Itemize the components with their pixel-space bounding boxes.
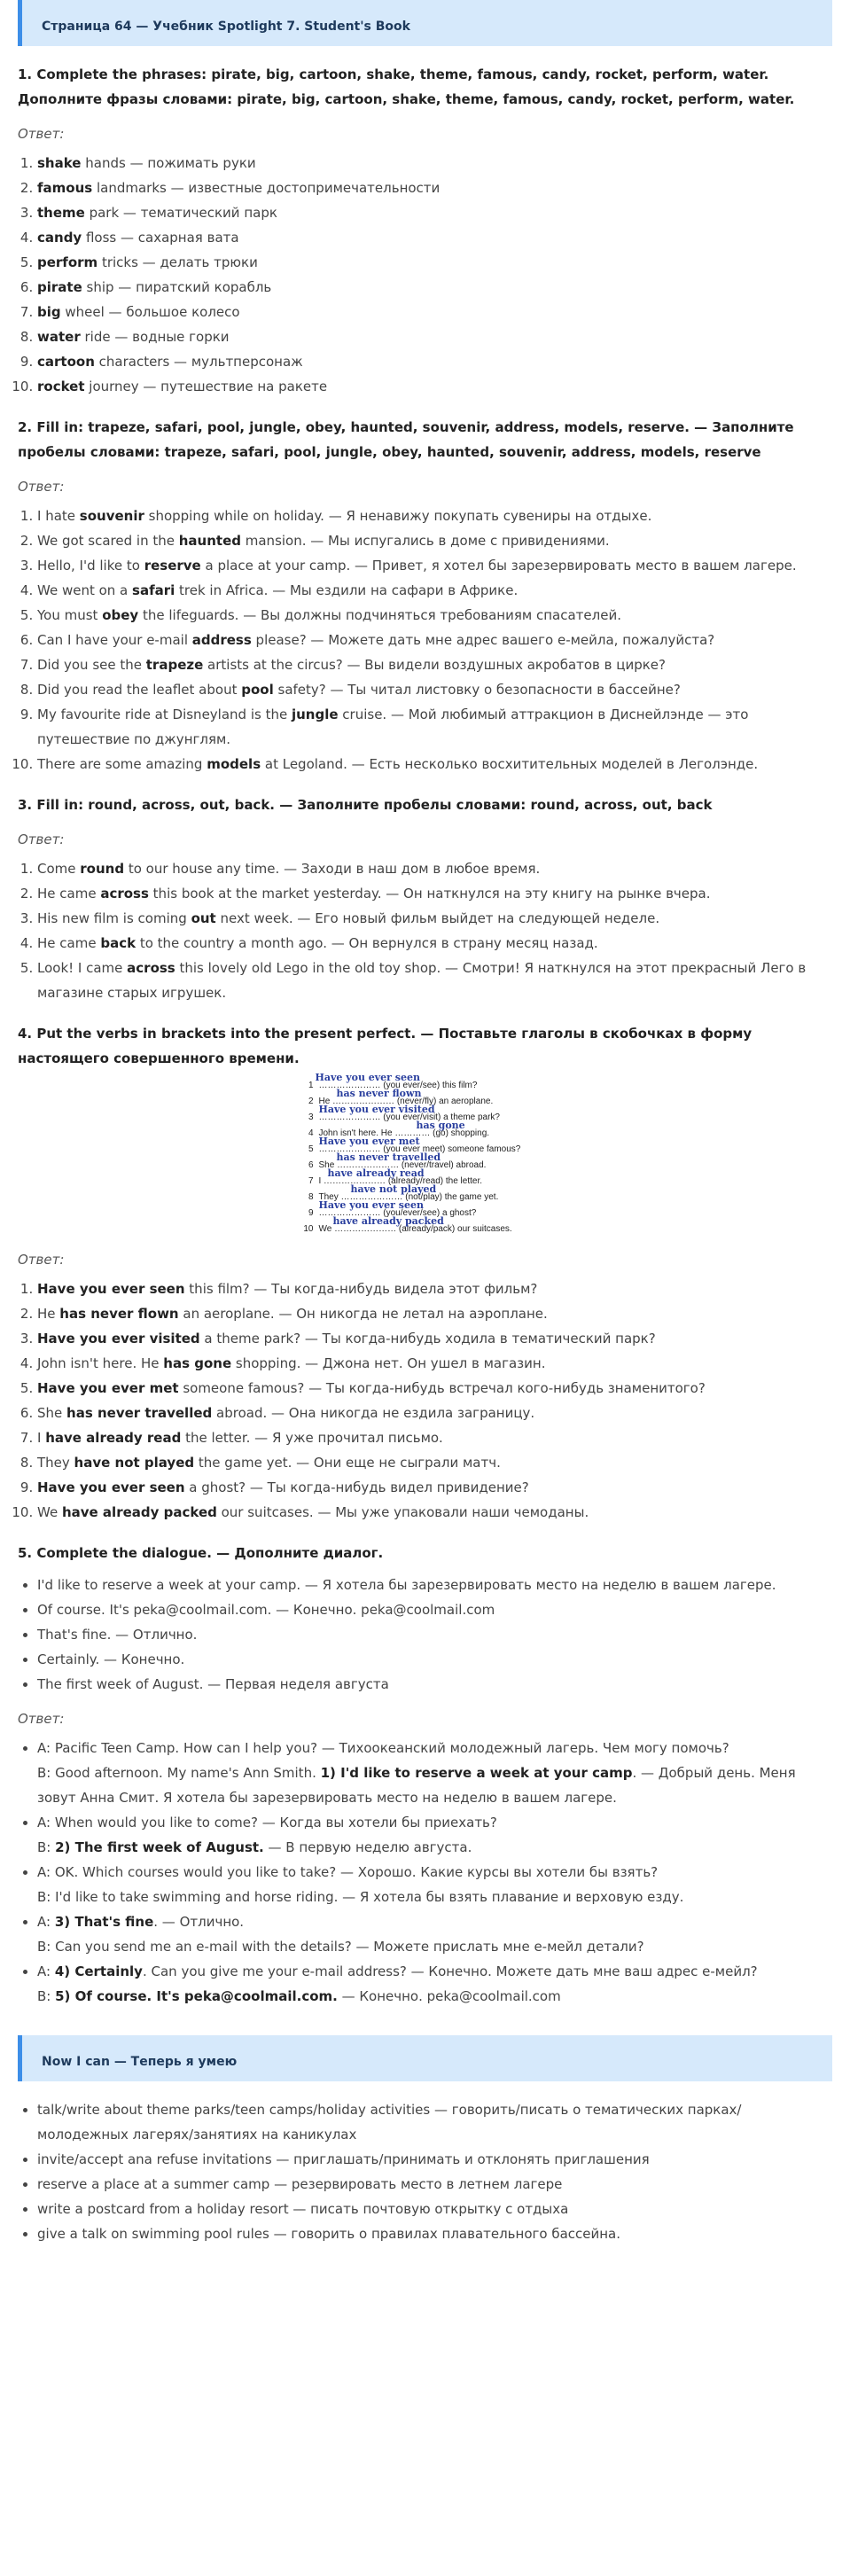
row-number: 2 bbox=[308, 1097, 314, 1106]
task-2-title: 2. Fill in: trapeze, safari, pool, jungle, obey, haunted, souvenir, address, models, reserve. — Заполните пробелы словами: trapeze, safari, pool, jungle, obey, haunted, souvenir, address, models, reserve bbox=[18, 419, 794, 460]
item-text: next week. — Его новый фильм выйдет на следующей неделе. bbox=[215, 910, 660, 926]
list-item bbox=[37, 151, 832, 176]
answer-word: 3) That's fine bbox=[54, 1914, 154, 1930]
answer-word: 4) Certainly bbox=[54, 1963, 143, 1979]
handwritten-answer: have already packed bbox=[332, 1215, 444, 1227]
answer-label: Ответ: bbox=[18, 479, 65, 495]
list-item: • invite/accept ana refuse invitations — приглашать/принимать и отклонять приглашения bbox=[37, 2147, 832, 2172]
answer-word: reserve bbox=[144, 558, 201, 574]
item-text: He came bbox=[37, 886, 101, 902]
answer-word: water bbox=[37, 329, 81, 345]
item-text: John isn't here. He bbox=[37, 1355, 164, 1371]
item-text: Hello, I'd like to bbox=[37, 558, 144, 574]
item-text: the game yet. — Они еще не сыграли матч. bbox=[194, 1455, 501, 1471]
list-item bbox=[37, 1276, 832, 1301]
page-title: Страница 64 — Учебник Spotlight 7. Student's Book bbox=[42, 20, 410, 34]
answer-word: have already packed bbox=[61, 1504, 217, 1520]
task-5-options bbox=[18, 1573, 832, 1697]
list-item bbox=[37, 300, 832, 324]
row-text: John isn't here. He ………… (go) shopping. bbox=[318, 1128, 490, 1138]
dialogue-line bbox=[37, 1909, 832, 1934]
item-text: journey — путешествие на ракете bbox=[84, 379, 328, 394]
item-text: abroad. — Она никогда не ездила заграницу. bbox=[212, 1405, 535, 1421]
item-text: an aeroplane. — Он никогда не летал на аэроплане. bbox=[178, 1306, 548, 1322]
item-text: a ghost? — Ты когда-нибудь видел привидение? bbox=[184, 1479, 529, 1495]
item-text: wheel — большое колесо bbox=[60, 304, 240, 320]
answer-word: candy bbox=[37, 230, 82, 246]
item-text: someone famous? — Ты когда-нибудь встречал кого-нибудь знаменитого? bbox=[178, 1380, 706, 1396]
row-number: 1 bbox=[308, 1081, 314, 1090]
list-item bbox=[37, 1425, 832, 1450]
line-text: B: Good afternoon. My name's Ann Smith. bbox=[37, 1765, 321, 1781]
list-item bbox=[37, 1326, 832, 1351]
answer-label: Ответ: bbox=[18, 831, 65, 847]
task-4-title: 4. Put the verbs in brackets into the present perfect. — Поставьте глаголы в скобочках в форму настоящего совершенного времени. bbox=[18, 1026, 753, 1066]
list-item bbox=[37, 275, 832, 300]
row-number: 5 bbox=[308, 1144, 314, 1154]
list-item bbox=[37, 349, 832, 374]
line-text: . Can you give me your e-mail address? — Конечно. Можете дать мне ваш адрес е-мейл? bbox=[142, 1963, 758, 1979]
exercise-row bbox=[301, 1215, 550, 1237]
list-item bbox=[37, 603, 832, 628]
item-text: the letter. — Я уже прочитал письмо. bbox=[181, 1430, 443, 1446]
task-5-dialogue bbox=[18, 1736, 832, 2009]
section-title: Now I can — Теперь я умею bbox=[42, 2055, 238, 2069]
list-item bbox=[37, 1475, 832, 1500]
item-text: hands — пожимать руки bbox=[81, 155, 256, 171]
list-item bbox=[37, 225, 832, 250]
answer-word: souvenir bbox=[79, 508, 144, 524]
list-item bbox=[37, 553, 832, 578]
list-item: • give a talk on swimming pool rules — говорить о правилах плавательного бассейна. bbox=[37, 2221, 832, 2246]
dialogue-exchange bbox=[37, 1959, 832, 2009]
item-text: Did you read the leaflet about bbox=[37, 682, 242, 698]
list-item bbox=[37, 503, 832, 528]
line-text: B: I'd like to take swimming and horse riding. — Я хотела бы взять плавание и верховую езду. bbox=[37, 1889, 684, 1905]
answer-word: haunted bbox=[178, 533, 241, 549]
list-item bbox=[37, 578, 832, 603]
list-item: • The first week of August. — Первая неделя августа bbox=[37, 1672, 832, 1697]
answer-word: Have you ever visited bbox=[37, 1331, 200, 1347]
item-text: ride — водные горки bbox=[80, 329, 230, 345]
answer-word: trapeze bbox=[145, 657, 204, 673]
item-text: our suitcases. — Мы уже упаковали наши чемоданы. bbox=[216, 1504, 589, 1520]
row-number: 6 bbox=[308, 1160, 314, 1170]
item-text: cruise. — Мой любимый аттракцион в Диснейлэнде — это путешествие по джунглям. bbox=[37, 706, 749, 747]
item-text: a place at your camp. — Привет, я хотел бы зарезервировать место в вашем лагере. bbox=[200, 558, 797, 574]
row-number: 4 bbox=[308, 1128, 314, 1138]
dialogue-line bbox=[37, 1810, 832, 1835]
now-i-can-header bbox=[18, 2035, 832, 2081]
task-5-title: 5. Complete the dialogue. — Дополните диалог. bbox=[18, 1545, 384, 1561]
answer-word: have already read bbox=[45, 1430, 182, 1446]
row-number: 9 bbox=[308, 1208, 314, 1218]
dialogue-line bbox=[37, 1736, 832, 1760]
answer-word: across bbox=[127, 960, 175, 976]
dialogue-exchange bbox=[37, 1860, 832, 1909]
item-text: ship — пиратский корабль bbox=[82, 279, 272, 295]
item-text: There are some amazing bbox=[37, 756, 207, 772]
answer-word: 1) I'd like to reserve a week at your camp bbox=[320, 1765, 633, 1781]
dialogue-line bbox=[37, 1984, 832, 2009]
row-text: They ………………… (not/play) the game yet. bbox=[318, 1192, 499, 1202]
answer-word: obey bbox=[102, 607, 139, 623]
item-text: the lifeguards. — Вы должны подчиняться требованиям спасателей. bbox=[138, 607, 621, 623]
answer-word: rocket bbox=[37, 379, 85, 394]
list-item bbox=[37, 702, 832, 752]
dialogue-line bbox=[37, 1860, 832, 1885]
item-text: He bbox=[37, 1306, 60, 1322]
dialogue-line bbox=[37, 1835, 832, 1860]
answer-word: across bbox=[100, 886, 149, 902]
item-text: My favourite ride at Disneyland is the bbox=[37, 706, 292, 722]
item-text: Look! I came bbox=[37, 960, 128, 976]
row-number: 8 bbox=[308, 1192, 314, 1202]
item-text: We got scared in the bbox=[37, 533, 179, 549]
item-text: He came bbox=[37, 935, 101, 951]
answer-word: out bbox=[191, 910, 216, 926]
list-item bbox=[37, 528, 832, 553]
item-text: a theme park? — Ты когда-нибудь ходила в тематический парк? bbox=[199, 1331, 656, 1347]
line-text: . — Отлично. bbox=[153, 1914, 245, 1930]
line-text: B: Can you send me an e-mail with the details? — Можете прислать мне е-мейл детали? bbox=[37, 1939, 644, 1955]
dialogue-line bbox=[37, 1959, 832, 1984]
page-bottom-spacer bbox=[18, 2246, 832, 2282]
answer-word: jungle bbox=[291, 706, 339, 722]
item-text: Did you see the bbox=[37, 657, 146, 673]
list-item bbox=[37, 906, 832, 931]
item-text: mansion. — Мы испугались в доме с привидениями. bbox=[240, 533, 610, 549]
handwritten-answer: have already read bbox=[327, 1167, 425, 1179]
answer-word: 2) The first week of August. bbox=[55, 1839, 264, 1855]
item-text: trek in Africa. — Мы ездили на сафари в Африке. bbox=[175, 582, 519, 598]
item-text: this lovely old Lego in the old toy shop. — Смотри! Я наткнулся на этот прекрасный Лего в магазине старых игрушек. bbox=[37, 960, 807, 1001]
list-item: • talk/write about theme parks/teen camps/holiday activities — говорить/писать о тематических парках/молодежных лагерях/занятиях на каникулах bbox=[37, 2097, 832, 2147]
handwritten-answer: Have you ever seen bbox=[315, 1072, 420, 1083]
list-item: • That's fine. — Отлично. bbox=[37, 1622, 832, 1647]
task-2-answers bbox=[18, 503, 832, 777]
line-text: A: bbox=[37, 1914, 55, 1930]
row-text: I ………………… (already/read) the letter. bbox=[318, 1176, 483, 1186]
list-item bbox=[37, 652, 832, 677]
item-text: Come bbox=[37, 861, 81, 877]
item-text: artists at the circus? — Вы видели воздушных акробатов в цирке? bbox=[203, 657, 666, 673]
list-item bbox=[37, 1500, 832, 1525]
line-text: A: Pacific Teen Camp. How can I help you? — Тихоокеанский молодежный лагерь. Чем могу помочь? bbox=[37, 1740, 729, 1756]
item-text: We went on a bbox=[37, 582, 133, 598]
line-text: A: When would you like to come? — Когда вы хотели бы приехать? bbox=[37, 1815, 497, 1831]
row-text: He ………………… (never/fly) an aeroplane. bbox=[318, 1097, 494, 1106]
exercise-scan-image bbox=[301, 1072, 550, 1237]
list-item bbox=[37, 374, 832, 399]
answer-word: theme bbox=[37, 205, 85, 221]
item-text: please? — Можете дать мне адрес вашего е-мейла, пожалуйста? bbox=[251, 632, 715, 648]
line-text: . — Добрый день. Меня зовут Анна Смит. Я хотела бы зарезервировать место на неделю в вашем лагере. bbox=[37, 1765, 796, 1806]
list-item bbox=[37, 176, 832, 200]
line-text: — Конечно. peka@coolmail.com bbox=[337, 1988, 561, 2004]
task-3-title: 3. Fill in: round, across, out, back. — Заполните пробелы словами: round, across, out, back bbox=[18, 797, 713, 813]
list-item bbox=[37, 250, 832, 275]
answer-word: big bbox=[37, 304, 61, 320]
item-text: safety? — Ты читал листовку о безопасности в бассейне? bbox=[273, 682, 681, 698]
list-item bbox=[37, 628, 832, 652]
answer-word: cartoon bbox=[37, 354, 95, 370]
task-3-answers bbox=[18, 856, 832, 1005]
list-item bbox=[37, 1376, 832, 1401]
answer-word: has never travelled bbox=[66, 1405, 213, 1421]
item-text: landmarks — известные достопримечательности bbox=[92, 180, 441, 196]
row-text: ………………… (you ever meet) someone famous? bbox=[318, 1144, 521, 1154]
answer-word: has gone bbox=[163, 1355, 232, 1371]
handwritten-answer: Have you ever seen bbox=[318, 1199, 424, 1211]
line-text: A: bbox=[37, 1963, 55, 1979]
list-item: • reserve a place at a summer camp — резервировать место в летнем лагере bbox=[37, 2172, 832, 2197]
answer-word: 5) Of course. It's peka@coolmail.com. bbox=[55, 1988, 338, 2004]
item-text: I bbox=[37, 1430, 46, 1446]
answer-word: pool bbox=[241, 682, 274, 698]
dialogue-exchange bbox=[37, 1909, 832, 1959]
item-text: shopping. — Джона нет. Он ушел в магазин. bbox=[231, 1355, 546, 1371]
item-text: to our house any time. — Заходи в наш дом в любое время. bbox=[124, 861, 541, 877]
handwritten-answer: has never flown bbox=[336, 1088, 422, 1099]
item-text: this book at the market yesterday. — Он наткнулся на эту книгу на рынке вчера. bbox=[148, 886, 711, 902]
answer-word: round bbox=[80, 861, 125, 877]
item-text: We bbox=[37, 1504, 62, 1520]
dialogue-line bbox=[37, 1760, 832, 1810]
handwritten-answer: Have you ever visited bbox=[318, 1104, 435, 1115]
item-text: tricks — делать трюки bbox=[97, 254, 258, 270]
answer-word: perform bbox=[37, 254, 98, 270]
item-text: You must bbox=[37, 607, 103, 623]
row-number: 3 bbox=[308, 1112, 314, 1122]
item-text: to the country a month ago. — Он вернулся в страну месяц назад. bbox=[136, 935, 598, 951]
answer-word: models bbox=[207, 756, 261, 772]
list-item bbox=[37, 752, 832, 777]
item-text: floss — сахарная вата bbox=[82, 230, 239, 246]
task-4-answers bbox=[18, 1276, 832, 1525]
line-text: A: OK. Which courses would you like to take? — Хорошо. Какие курсы вы хотели бы взять? bbox=[37, 1864, 659, 1880]
answer-label: Ответ: bbox=[18, 1711, 65, 1727]
handwritten-answer: has never travelled bbox=[336, 1151, 441, 1163]
answer-label: Ответ: bbox=[18, 126, 65, 142]
list-item bbox=[37, 677, 832, 702]
handwritten-answer: Have you ever met bbox=[318, 1136, 420, 1147]
item-text: Can I have your e-mail bbox=[37, 632, 192, 648]
row-text: She ………………… (never/travel) abroad. bbox=[318, 1160, 487, 1170]
item-text: shopping while on holiday. — Я ненавижу покупать сувениры на отдыхе. bbox=[144, 508, 652, 524]
now-i-can-list bbox=[18, 2097, 832, 2246]
list-item: • I'd like to reserve a week at your camp. — Я хотела бы зарезервировать место на неделю в вашем лагере. bbox=[37, 1573, 832, 1597]
item-text: She bbox=[37, 1405, 67, 1421]
item-text: They bbox=[37, 1455, 74, 1471]
answer-word: Have you ever met bbox=[37, 1380, 179, 1396]
item-text: this film? — Ты когда-нибудь видела этот фильм? bbox=[184, 1281, 538, 1297]
list-item bbox=[37, 956, 832, 1005]
answer-word: has never flown bbox=[59, 1306, 179, 1322]
list-item: • write a postcard from a holiday resort — писать почтовую открытку с отдыха bbox=[37, 2197, 832, 2221]
answer-word: address bbox=[191, 632, 252, 648]
item-text: at Legoland. — Есть несколько восхитительных моделей в Леголэнде. bbox=[261, 756, 759, 772]
answer-label: Ответ: bbox=[18, 1252, 65, 1268]
page-header bbox=[18, 0, 832, 46]
row-text: ………………… (you ever/visit) a theme park? bbox=[318, 1112, 500, 1122]
list-item bbox=[37, 881, 832, 906]
answer-word: Have you ever seen bbox=[37, 1281, 185, 1297]
answer-word: Have you ever seen bbox=[37, 1479, 185, 1495]
line-text: — В первую неделю августа. bbox=[263, 1839, 472, 1855]
answer-word: pirate bbox=[37, 279, 82, 295]
handwritten-answer: have not played bbox=[350, 1183, 437, 1195]
dialogue-line bbox=[37, 1934, 832, 1959]
dialogue-exchange bbox=[37, 1810, 832, 1860]
list-item bbox=[37, 1401, 832, 1425]
list-item bbox=[37, 1351, 832, 1376]
answer-word: back bbox=[100, 935, 136, 951]
list-item: • Of course. It's peka@coolmail.com. — Конечно. peka@coolmail.com bbox=[37, 1597, 832, 1622]
handwritten-answer: has gone bbox=[416, 1120, 465, 1131]
line-text: B: bbox=[37, 1988, 56, 2004]
list-item bbox=[37, 324, 832, 349]
row-text: ………………… (you/ever/see) a ghost? bbox=[318, 1208, 477, 1218]
item-text: I hate bbox=[37, 508, 80, 524]
row-number: 7 bbox=[308, 1176, 314, 1186]
answer-word: famous bbox=[37, 180, 93, 196]
dialogue-line bbox=[37, 1885, 832, 1909]
answer-word: safari bbox=[132, 582, 175, 598]
answer-word: shake bbox=[37, 155, 82, 171]
row-text: ………………… (you ever/see) this film? bbox=[318, 1081, 478, 1090]
list-item: • Certainly. — Конечно. bbox=[37, 1647, 832, 1672]
task-1-title: 1. Complete the phrases: pirate, big, cartoon, shake, theme, famous, candy, rocket, perform, water. Дополните фразы словами: pirate, big, cartoon, shake, theme, famous, candy, rocket, perform, water. bbox=[18, 66, 795, 107]
list-item bbox=[37, 931, 832, 956]
list-item bbox=[37, 1301, 832, 1326]
item-text: characters — мультперсонаж bbox=[94, 354, 303, 370]
line-text: B: bbox=[37, 1839, 56, 1855]
item-text: park — тематический парк bbox=[84, 205, 277, 221]
list-item bbox=[37, 200, 832, 225]
list-item bbox=[37, 1450, 832, 1475]
list-item bbox=[37, 856, 832, 881]
answer-word: have not played bbox=[74, 1455, 195, 1471]
row-number: 10 bbox=[303, 1224, 314, 1234]
item-text: His new film is coming bbox=[37, 910, 191, 926]
dialogue-exchange bbox=[37, 1736, 832, 1810]
row-text: We ………………… (already/pack) our suitcases. bbox=[318, 1224, 512, 1234]
task-1-answers bbox=[18, 151, 832, 399]
